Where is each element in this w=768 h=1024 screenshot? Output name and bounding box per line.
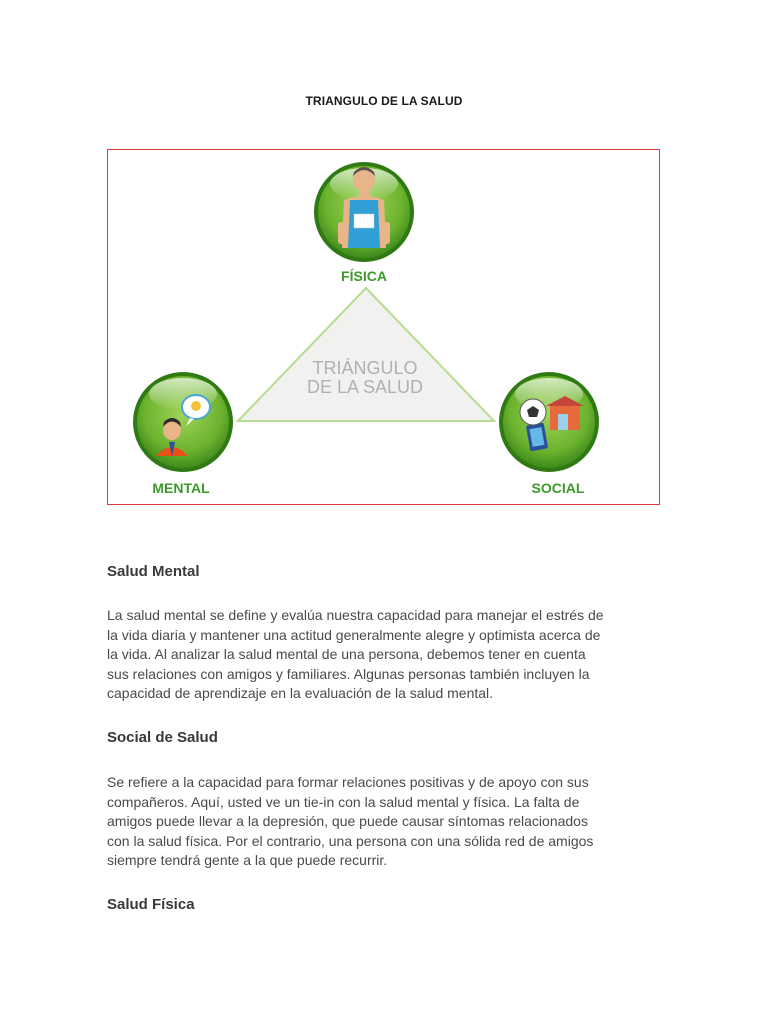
section-body-salud-mental: [107, 606, 667, 704]
body-line: sus relaciones con amigos y familiares. Algunas personas también incluyen la: [107, 665, 590, 682]
section-heading-social-de-salud: Social de Salud: [107, 729, 218, 746]
body-line: amigos puede llevar a la depresión, que puede causar síntomas relacionados: [107, 813, 588, 830]
document-title: TRIANGULO DE LA SALUD: [305, 94, 463, 108]
mental-node: [133, 372, 233, 472]
section-body-social-de-salud: [107, 773, 667, 871]
section-heading-salud-fisica: Salud Física: [107, 896, 195, 913]
body-line: capacidad de aprendizaje en la evaluación de la salud mental.: [107, 685, 494, 702]
body-line: compañeros. Aquí, usted ve un tie-in con la salud mental y física. La falta de: [107, 793, 580, 810]
body-line: Se refiere a la capacidad para formar relaciones positivas y de apoyo con sus: [107, 774, 589, 790]
health-triangle: [238, 288, 494, 421]
body-line: la vida diaria y mantener una actitud generalmente alegre y optimista acerca de: [107, 626, 601, 643]
label-fisica: FÍSICA: [341, 268, 387, 284]
body-line: con la salud física. Por el contrario, una persona con una sólida red de amigos: [107, 832, 594, 849]
health-triangle-diagram: [108, 150, 661, 506]
label-social: SOCIAL: [531, 480, 585, 496]
fisica-node: [314, 162, 414, 262]
label-mental: MENTAL: [152, 480, 210, 496]
body-line: La salud mental se define y evalúa nuestra capacidad para manejar el estrés de: [107, 607, 604, 623]
body-line: siempre tendrá gente a la que puede recurrir.: [107, 852, 388, 869]
section-heading-salud-mental: Salud Mental: [107, 563, 200, 580]
health-triangle-figure: [107, 149, 660, 505]
social-node: [499, 372, 599, 472]
body-line: la vida. Al analizar la salud mental de una persona, debemos tener en cuenta: [107, 646, 586, 663]
triangle-title-line1: TRIÁNGULO: [312, 358, 418, 378]
triangle-title-line2: DE LA SALUD: [306, 377, 424, 397]
